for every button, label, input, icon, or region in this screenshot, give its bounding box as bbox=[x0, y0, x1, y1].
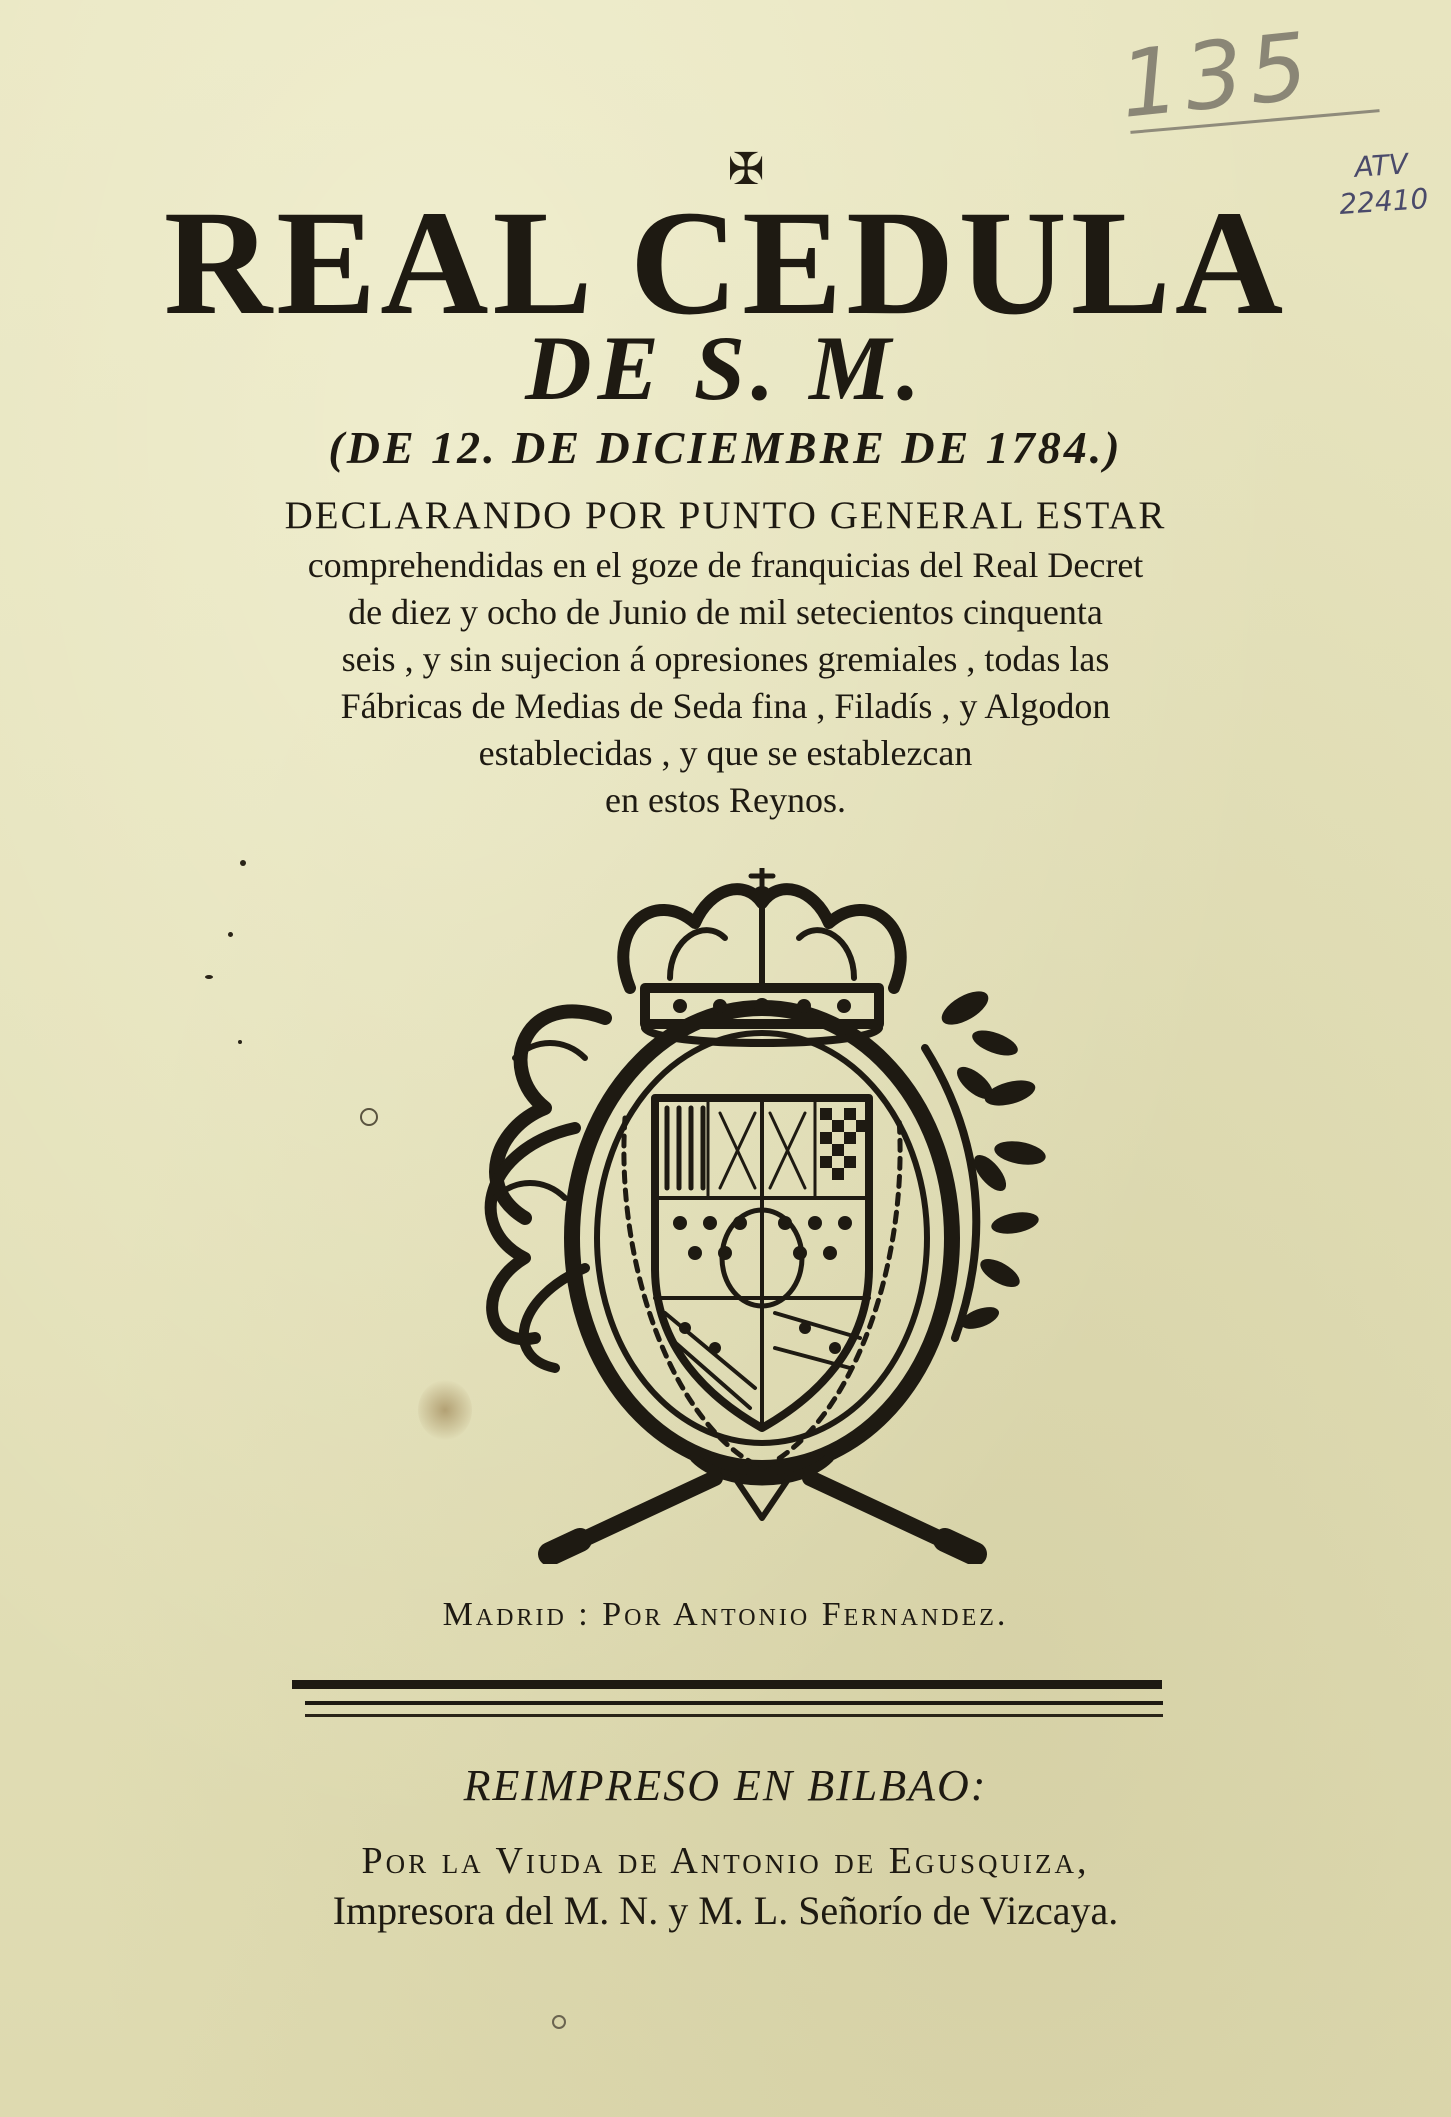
ink-speck bbox=[360, 1108, 378, 1126]
reprint-office-line: Impresora del M. N. y M. L. Señorío de Vizcaya. bbox=[332, 1888, 1119, 1933]
handwritten-folio-number: 135 bbox=[1114, 12, 1319, 139]
declaration-line: Fábricas de Medias de Seda fina , Filadís , y Algodon bbox=[340, 686, 1111, 726]
royal-coat-of-arms-icon bbox=[455, 868, 1070, 1564]
maltese-cross-icon: ✠ bbox=[727, 144, 765, 195]
declaration-line: en estos Reynos. bbox=[605, 780, 846, 820]
reprint-heading: REIMPRESO EN BILBAO: bbox=[463, 1761, 988, 1810]
horizontal-rule bbox=[305, 1701, 1163, 1705]
document-title: REAL CEDULA bbox=[163, 180, 1288, 346]
ink-speck bbox=[228, 932, 233, 937]
handwritten-code-line1: ATV bbox=[1353, 147, 1410, 184]
declaration-heading: DECLARANDO POR PUNTO GENERAL ESTAR bbox=[284, 494, 1167, 537]
declaration-line: comprehendidas en el goze de franquicias del Real Decret bbox=[307, 545, 1144, 585]
handwritten-code-line2: 22410 bbox=[1338, 181, 1430, 222]
horizontal-rule bbox=[305, 1714, 1163, 1717]
document-date: (DE 12. DE DICIEMBRE DE 1784.) bbox=[328, 422, 1123, 473]
ink-speck bbox=[240, 860, 246, 866]
declaration-line: establecidas , y que se establezcan bbox=[478, 733, 973, 773]
declaration-body bbox=[0, 542, 1451, 824]
declaration-line: seis , y sin sujecion á opresiones gremiales , todas las bbox=[341, 639, 1110, 679]
declaration-line: de diez y ocho de Junio de mil setecientos cinquenta bbox=[348, 592, 1103, 632]
reprint-printer-line: Por la Viuda de Antonio de Egusquiza, bbox=[361, 1840, 1090, 1882]
ink-speck bbox=[238, 1040, 242, 1044]
horizontal-rule bbox=[292, 1680, 1162, 1689]
ink-speck bbox=[205, 975, 213, 979]
ink-speck bbox=[552, 2015, 566, 2029]
imprint-line: Madrid : Por Antonio Fernandez. bbox=[442, 1596, 1009, 1633]
document-subtitle: DE S. M. bbox=[525, 317, 926, 419]
